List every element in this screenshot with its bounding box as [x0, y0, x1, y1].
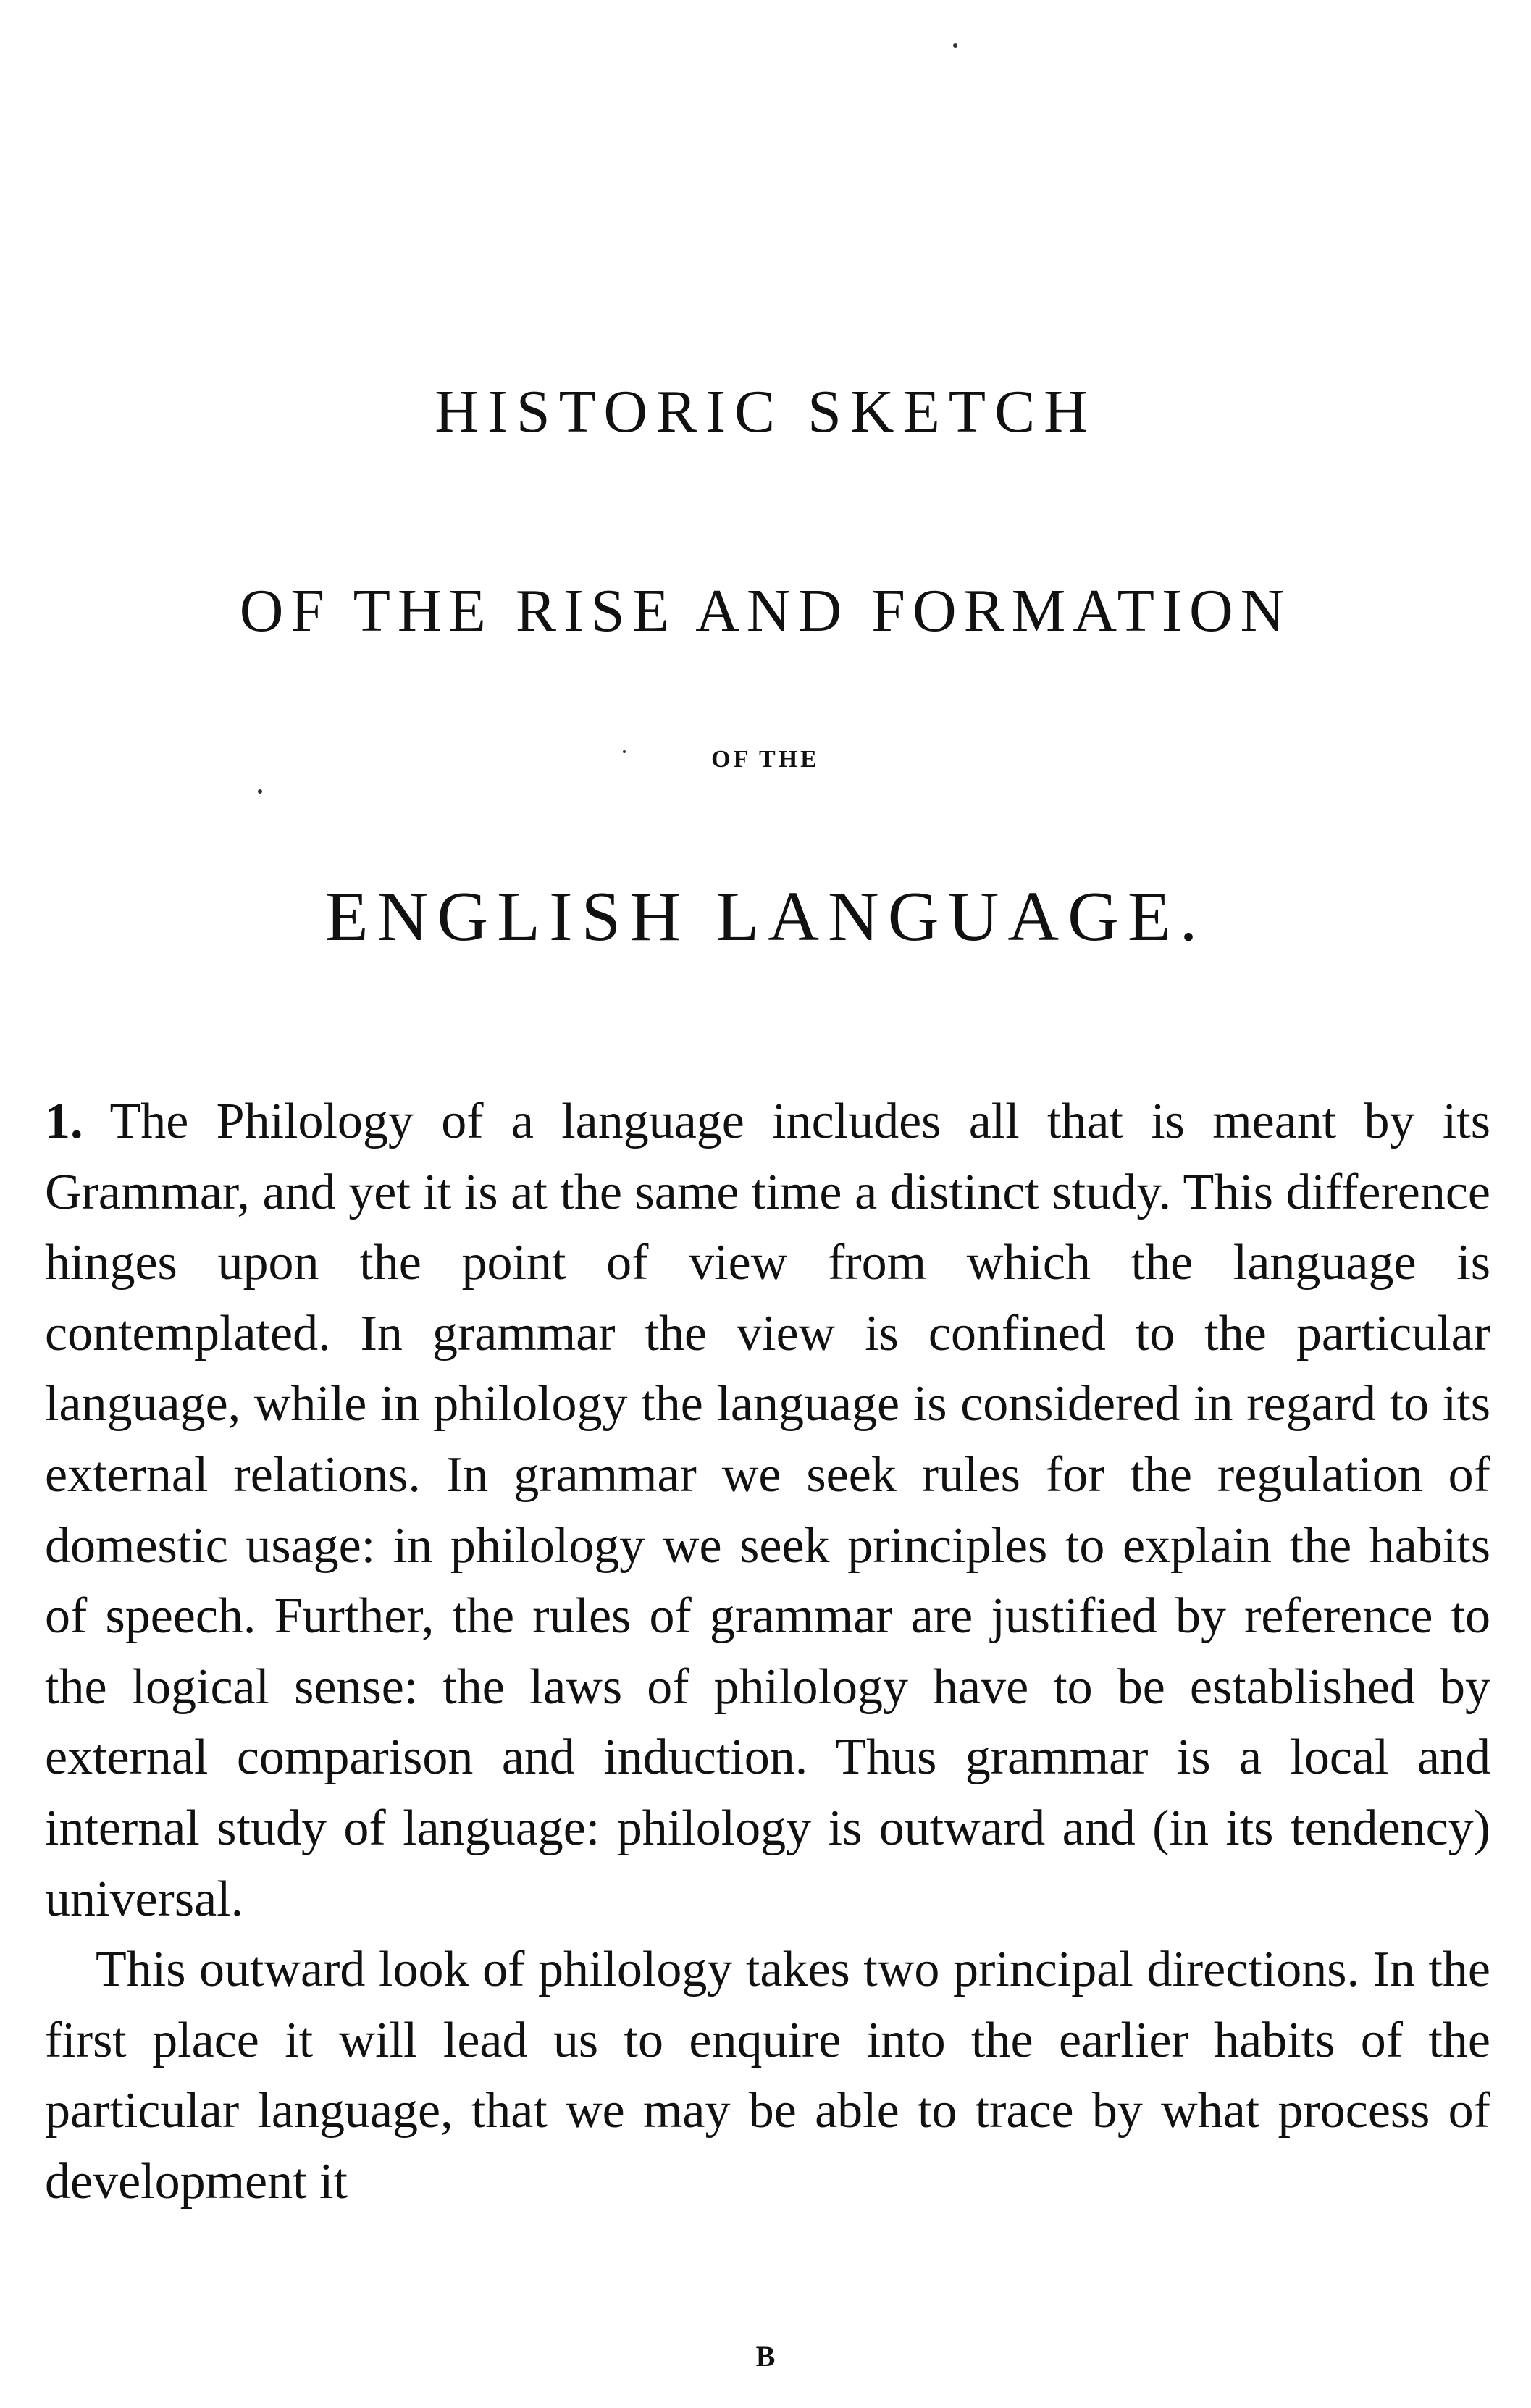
title-line-4: ENGLISH LANGUAGE.	[324, 878, 1207, 956]
paragraph-2	[45, 1934, 1490, 2217]
paragraph-2-text: This outward look of philology takes two principal directions. In the first place it will lead us to enquire into the earlier habits of the particular language, that we may be able to trace by what process of development it	[45, 1942, 1490, 2210]
title-line-2: OF THE RISE AND FORMATION	[239, 577, 1292, 645]
title-line-1: HISTORIC SKETCH	[435, 378, 1096, 445]
ink-speck	[953, 43, 957, 48]
paragraph-number: 1.	[45, 1094, 83, 1149]
paragraph-1-text: The Philology of a language includes all that is meant by its Grammar, and yet it is at the same time a distinct study. This difference hinges upon the point of view from which the language is contemplated. In grammar the view is confined to the particular language, while in philology the language is considered in regard to its external relations. In grammar we seek rules for the regulation of domestic usage: in philology we seek principles to explain the habits of speech. Further, the rules of grammar are justified by reference to the logical sense: the laws of philology have to be established by external comparison and induction. Thus grammar is a local and internal study of language: philology is outward and (in its tendency) universal.	[45, 1094, 1490, 1927]
signature-mark: B	[755, 2340, 776, 2373]
paragraph-1	[45, 1086, 1490, 1934]
title-line-3: OF THE	[711, 746, 820, 773]
ink-speck	[258, 789, 262, 794]
body-text	[45, 1086, 1490, 2218]
